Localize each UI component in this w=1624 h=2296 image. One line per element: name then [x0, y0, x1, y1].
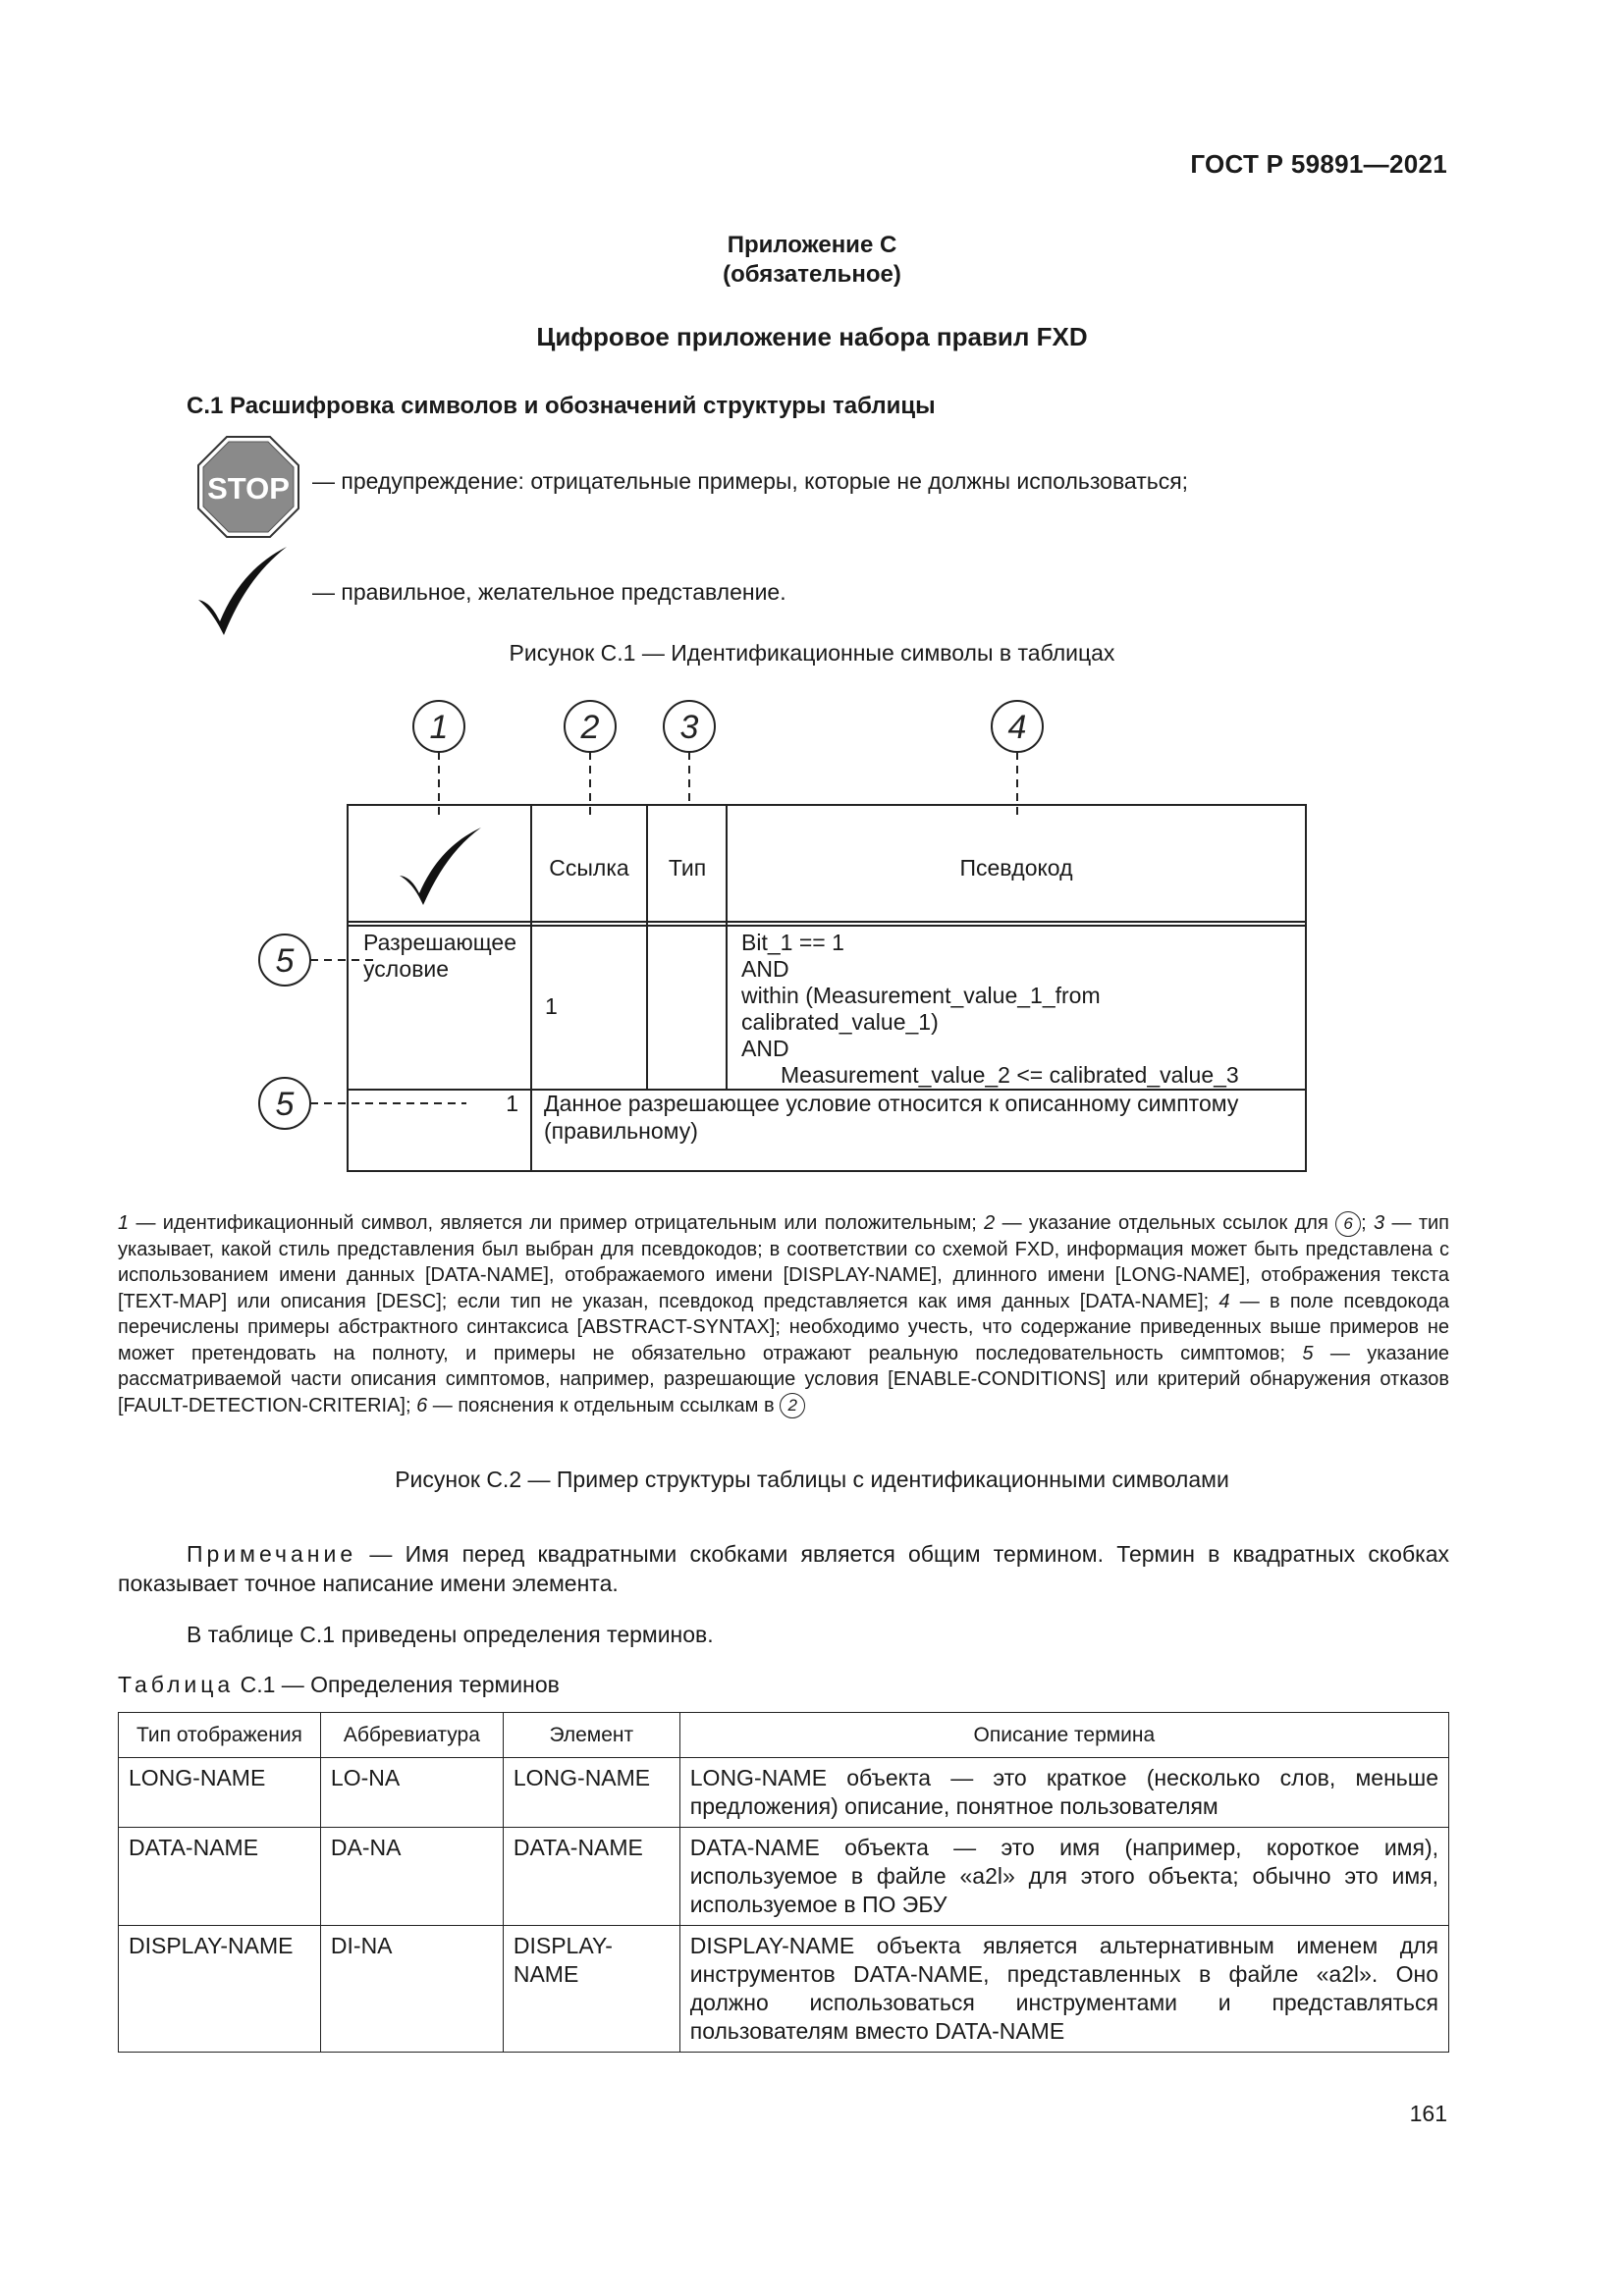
row1-label-line1: Разрешающее	[363, 930, 516, 955]
cell-element: LONG-NAME	[503, 1758, 679, 1828]
row1-code-3: calibrated_value_1)	[741, 1009, 939, 1035]
appendix-status: (обязательное)	[723, 261, 901, 288]
cell-type: LONG-NAME	[119, 1758, 321, 1828]
table-caption: Таблица С.1 — Определения терминов	[118, 1672, 560, 1697]
terms-table	[118, 1712, 1449, 2053]
cell-type: DISPLAY-NAME	[119, 1926, 321, 2053]
cell-abbr: LO-NA	[320, 1758, 503, 1828]
header-pseudocode: Псевдокод	[959, 855, 1073, 881]
table-row	[119, 1926, 1449, 2053]
table-row	[119, 1828, 1449, 1926]
table-intro: В таблице С.1 приведены определения терминов.	[187, 1622, 714, 1647]
figure2-diagram	[245, 687, 1316, 1178]
table-row	[119, 1758, 1449, 1828]
cell-desc: DATA-NAME объекта — это имя (например, короткое имя), используемое в файле «a2l» для этого объекта; обычно это имя, используемое в ПО ЭБУ	[679, 1828, 1448, 1926]
marker-5a: 5	[275, 942, 295, 980]
col-header-type: Тип отображения	[119, 1713, 321, 1758]
row1-code-0: Bit_1 == 1	[741, 930, 844, 955]
table-checkmark-icon	[400, 828, 481, 905]
row2-text-line2: (правильному)	[544, 1118, 698, 1144]
appendix-title: Приложение С	[727, 232, 897, 258]
marker-4: 4	[1007, 709, 1027, 746]
row1-ref: 1	[545, 993, 558, 1019]
marker-2: 2	[580, 709, 600, 746]
row2-text-line1: Данное разрешающее условие относится к описанному симптому	[544, 1091, 1239, 1116]
note-label: Примечание	[187, 1541, 357, 1567]
marker-1: 1	[429, 709, 449, 746]
figure2-caption: Рисунок С.2 — Пример структуры таблицы с идентификационными символами	[395, 1467, 1229, 1492]
col-header-desc: Описание термина	[679, 1713, 1448, 1758]
stop-sign-icon	[196, 435, 300, 539]
row1-code-5: Measurement_value_2 <= calibrated_value_3	[781, 1062, 1239, 1088]
cell-desc: LONG-NAME объекта — это краткое (несколько слов, меньше предложения) описание, понятное пользователям	[679, 1758, 1448, 1828]
cell-type: DATA-NAME	[119, 1828, 321, 1926]
cell-abbr: DI-NA	[320, 1926, 503, 2053]
stop-label: STOP	[207, 471, 290, 506]
appendix-name: Цифровое приложение набора правил FXD	[536, 322, 1088, 351]
cell-desc: DISPLAY-NAME объекта является альтернативным именем для инструментов DATA-NAME, представленных в файле «a2l». Оно должно использоваться инструментами и представляться пользователям вместо DATA-NAME	[679, 1926, 1448, 2053]
ref-6-circle-icon: 6	[1335, 1211, 1361, 1237]
row1-code-1: AND	[741, 956, 789, 982]
row2-ref: 1	[506, 1091, 518, 1116]
ref-2-circle-icon: 2	[780, 1393, 805, 1418]
cell-abbr: DA-NA	[320, 1828, 503, 1926]
header-ref: Ссылка	[549, 855, 629, 881]
col-header-abbr: Аббревиатура	[320, 1713, 503, 1758]
header-type: Тип	[668, 855, 707, 881]
standard-header: ГОСТ Р 59891—2021	[1190, 149, 1447, 179]
note-text: — Имя перед квадратными скобками является общим термином. Термин в квадратных скобках показывает точное написание имени элемента.	[118, 1541, 1449, 1596]
page-number: 161	[1409, 2101, 1447, 2126]
marker-5b: 5	[275, 1086, 295, 1123]
col-header-element: Элемент	[503, 1713, 679, 1758]
check-description: — правильное, желательное представление.	[312, 579, 786, 605]
note-paragraph	[118, 1539, 1449, 1598]
section-heading: С.1 Расшифровка символов и обозначений структуры таблицы	[187, 393, 936, 419]
table-header-row	[119, 1713, 1449, 1758]
figure1-caption: Рисунок С.1 — Идентификационные символы в таблицах	[509, 640, 1115, 666]
cell-element: DATA-NAME	[503, 1828, 679, 1926]
row1-label-line2: условие	[363, 956, 450, 982]
row1-code-4: AND	[741, 1036, 789, 1061]
marker-3: 3	[679, 709, 699, 746]
stop-description: — предупреждение: отрицательные примеры, которые не должны использоваться;	[312, 468, 1189, 494]
cell-element: DISPLAY-NAME	[503, 1926, 679, 2053]
figure2-legend: 1 — идентификационный символ, является ли пример отрицательным или положительным; 2 — указание отдельных ссылок для 6 ; 3 — тип указывает, какой стиль представления был выбран для псевдокодов; в соответствии со схемой FXD, информация может быть представлена с использованием имени данных [DATA-NAME], отображаемого имени [DISPLAY-NAME], длинного имени [LONG-NAME], отображения текста [TEXT-MAP] или описания [DESC]; если тип не указан, псевдокод представляется как имя данных [DATA-NAME]; 4 — в поле псевдокода перечислены примеры абстрактного синтаксиса [ABSTRACT-SYNTAX]; необходимо учесть, что содержание приведенных выше примеров не может претендовать на полноту, и примеры не обязательно отражают реальную последовательность симптомов; 5 — указание рассматриваемой части описания симптомов, например, разрешающие условия [ENABLE-CONDITIONS] или критерий обнаружения отказов [FAULT-DETECTION-CRITERIA]; 6 — пояснения к отдельным ссылкам в 2	[118, 1210, 1449, 1418]
row1-code-2: within (Measurement_value_1_from	[741, 983, 1101, 1008]
checkmark-icon	[194, 545, 289, 639]
